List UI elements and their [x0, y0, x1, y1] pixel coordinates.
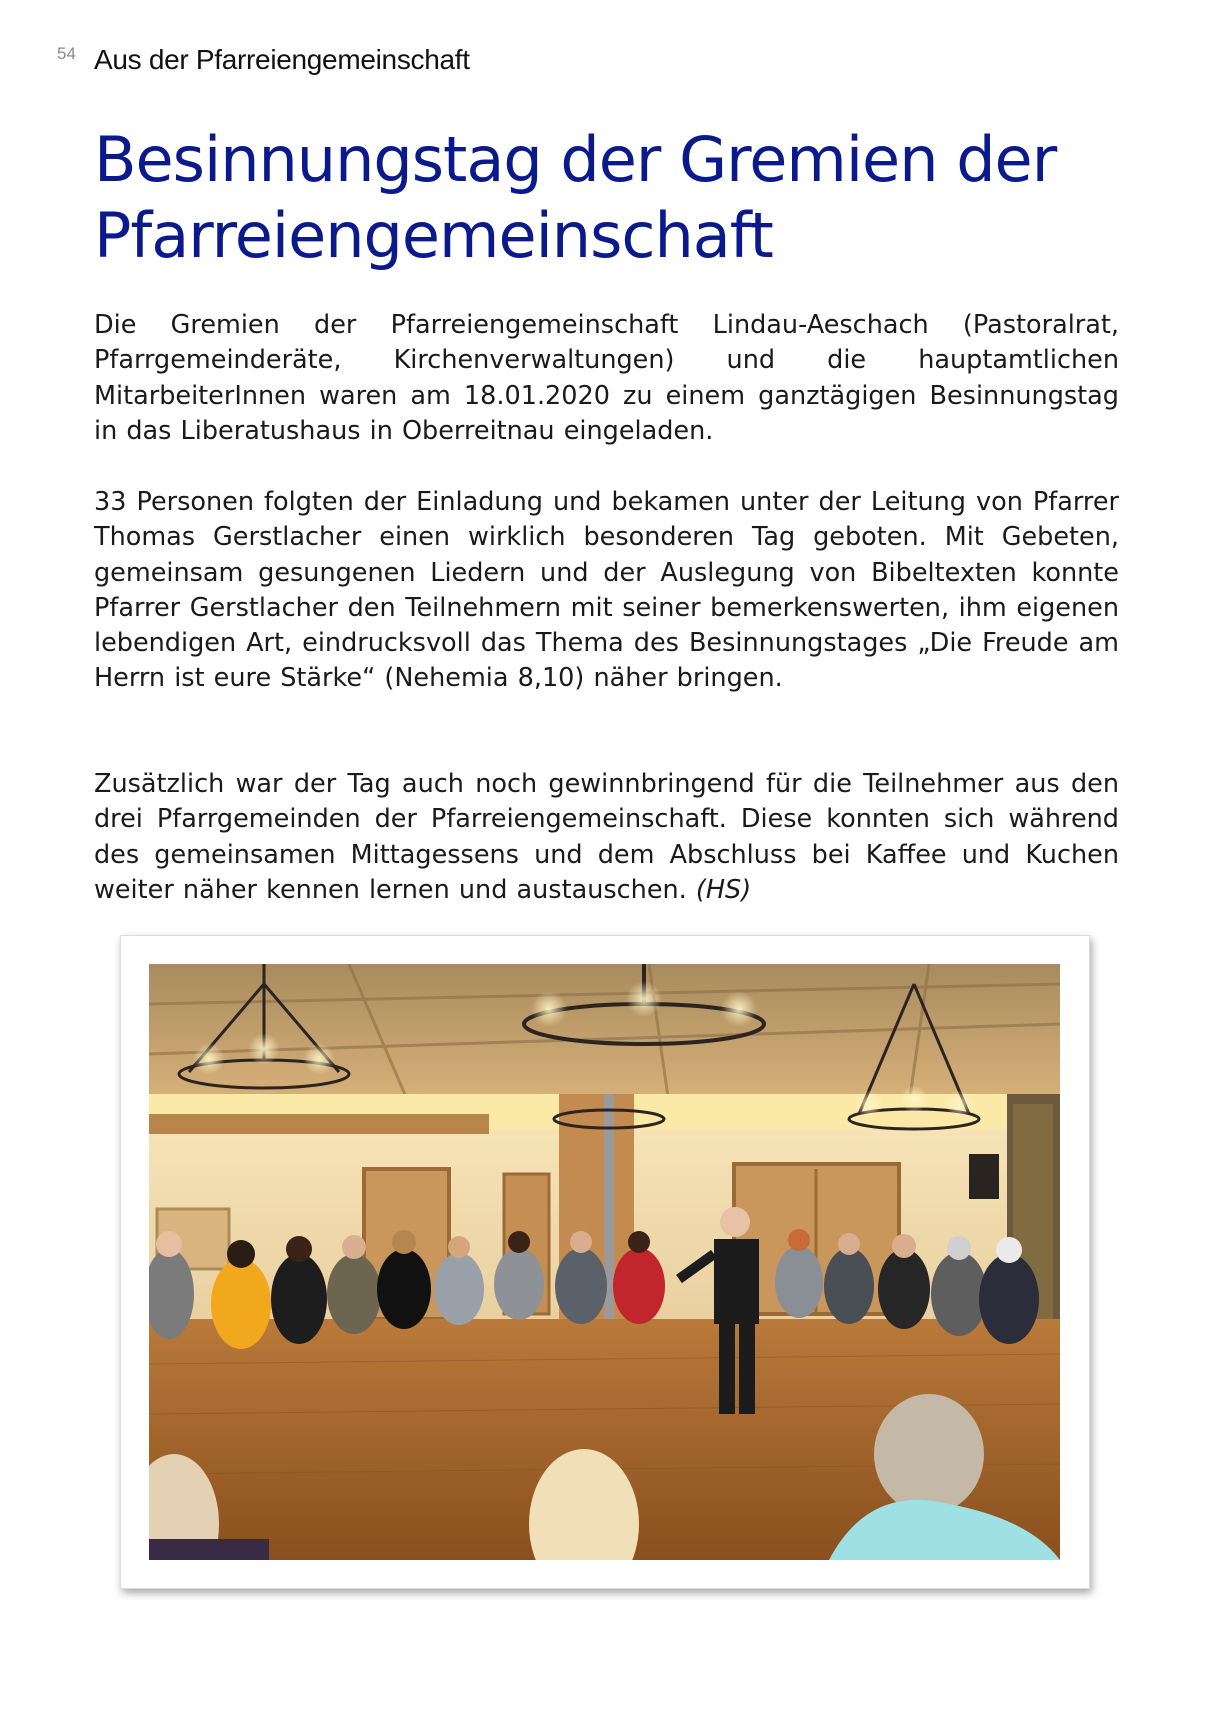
foreground-head-right — [874, 1394, 984, 1514]
article-title-line-2: Pfarreiengemeinschaft — [94, 199, 773, 272]
paragraph-3 — [94, 767, 1119, 908]
event-photo — [149, 964, 1060, 1560]
paragraph-1: Die Gremien der Pfarreiengemeinschaft Lindau-Aeschach (Pastoralrat, Pfarrgemeinderäte, Kirchenverwaltungen) und die hauptamtlichen MitarbeiterInnen waren am 18.01.2020 zu einem ganztägigen Besinnungstag in das Liberatushaus in Oberreitnau eingeladen. — [94, 310, 1119, 446]
ceiling — [149, 964, 1060, 1104]
section-title: Aus der Pfarreiengemeinschaft — [94, 44, 470, 75]
article-title — [94, 122, 1144, 274]
wall-speaker — [969, 1154, 999, 1199]
photo-frame — [120, 935, 1090, 1589]
page-number: 54 — [57, 44, 76, 63]
paragraph-3-text: Zusätzlich war der Tag auch noch gewinnbringend für die Teilnehmer aus den drei Pfarrgemeinden der Pfarreiengemeinschaft. Diese konnten sich während des gemeinsamen Mittagessens und dem Abschluss bei Kaffee und Kuchen weiter näher kennen lernen und austauschen. — [94, 769, 1119, 905]
article-title-line-1: Besinnungstag der Gremien der — [94, 123, 1057, 196]
wood-panel-left — [149, 1114, 489, 1134]
author-initials: (HS) — [695, 874, 752, 905]
event-photo-illustration — [149, 964, 1060, 1560]
paragraph-2: 33 Personen folgten der Einladung und bekamen unter der Leitung von Pfarrer Thomas Gerstlacher einen wirklich besonderen Tag geboten. Mit Gebeten, gemeinsam gesungenen Liedern und der Auslegung von Bibeltexten konnte Pfarrer Gerstlacher den Teilnehmern mit seiner bemerkenswerten, ihm eigenen lebendigen Art, eindrucksvoll das Thema des Besinnungstages „Die Freude am Herrn ist eure Stärke“ (Nehemia 8,10) näher bringen. — [94, 487, 1119, 694]
